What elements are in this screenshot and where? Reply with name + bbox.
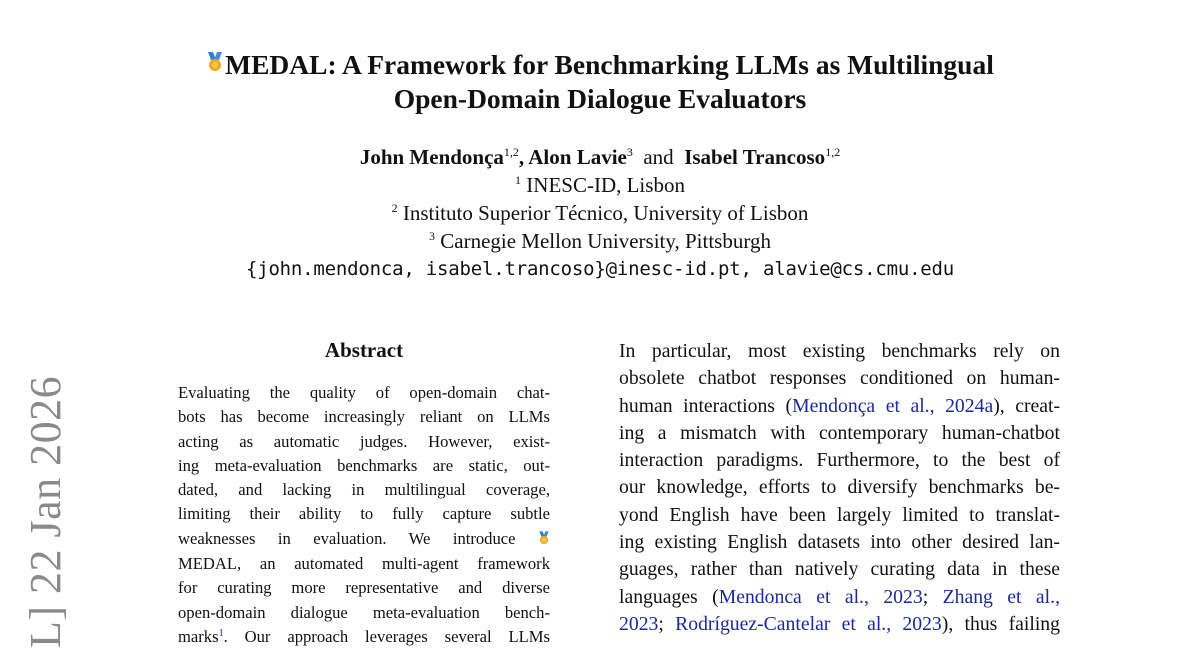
body-line: 2023; Rodríguez-Cantelar et al., 2023), thus failing [619,612,1060,635]
abstract-line: marks$^1$. Our approach leverages several LLMs [178,626,550,646]
author-affil-sup: 3 [626,145,633,159]
abstract-line: bots has become increasingly reliant on LLMs [178,407,550,427]
abstract-text [178,381,550,649]
title-line-1: MEDAL: A Framework for Benchmarking LLMs as Multilingual [225,49,994,80]
citation-link[interactable]: Mendonça et al., 2024a [792,394,994,417]
body-line: ing a mismatch with contemporary human-chatbot [619,421,1060,444]
abstract-line: Evaluating the quality of open-domain chat- [178,383,550,402]
affiliation: $^1$ INESC-ID, Lisbon [515,173,685,197]
body-line: obsolete chatbot responses conditioned on human- [619,367,1060,390]
affiliation: $^2$ Instituto Superior Técnico, University of Lisbon [391,201,809,225]
body-line: languages (Mendonca et al., 2023; Zhang et al., [619,585,1060,608]
abstract-heading: Abstract [324,338,404,362]
author-name: John Mendonça [359,145,504,169]
abstract-line: ing meta-evaluation benchmarks are static, out- [178,455,550,475]
citation-link[interactable]: Zhang et al., [942,585,1060,608]
abstract-line: limiting their ability to fully capture subtle [178,504,550,524]
abstract-line: weaknesses in evaluation. We introduce [178,527,550,552]
arxiv-side-stamp: L] 22 Jan 2026 [21,375,70,648]
body-line: guages, rather than natively curating data in these [619,558,1060,581]
author-and: and [643,145,674,169]
author-emails: {john.mendonca, isabel.trancoso}@inesc-id.pt, alavie@cs.cmu.edu [245,258,955,280]
author-name: Alon Lavie [528,145,627,169]
abstract-line: open-domain dialogue meta-evaluation bench- [178,602,550,622]
citation-link[interactable]: Mendonca et al., 2023 [718,585,923,608]
title-line-2: Open-Domain Dialogue Evaluators [393,83,807,114]
body-line: interaction paradigms. Furthermore, to the best of [619,449,1060,472]
medal-icon [538,528,550,552]
author-affil-sup: 1,2 [825,145,841,159]
paper-title [0,46,1200,116]
author-name: Isabel Trancoso [684,145,826,169]
body-text-right-column [619,338,1060,638]
body-line: ing existing English datasets into other desired lan- [619,531,1060,554]
body-line: In particular, most existing benchmarks rely on [619,340,1060,362]
abstract-line: dated, and lacking in multilingual coverage, [178,480,550,500]
citation-link[interactable]: Rodríguez-Cantelar et al., 2023 [675,612,942,635]
footnote-link[interactable]: 1 [218,627,224,639]
abstract-line: acting as automatic judges. However, exist- [178,431,550,451]
citation-link[interactable]: 2023 [619,612,659,635]
affiliation: $^3$ Carnegie Mellon University, Pittsburgh [429,229,771,253]
author-block [0,143,1200,283]
body-line: human interactions (Mendonça et al., 2024a), creat- [619,394,1061,417]
body-line: yond English have been largely limited to translat- [619,503,1060,526]
abstract-line: MEDAL, an automated multi-agent framework [178,554,550,574]
author-affil-sup: 1,2 [503,145,519,159]
body-line: our knowledge, efforts to diversify benchmarks be- [619,476,1060,499]
medal-icon [206,46,224,80]
abstract-line: for curating more representative and diverse [178,578,550,598]
author-line: John Mendonça$^{1,2}$, Alon Lavie$^3$ and Isabel Trancoso$^{1,2}$ [359,145,841,169]
